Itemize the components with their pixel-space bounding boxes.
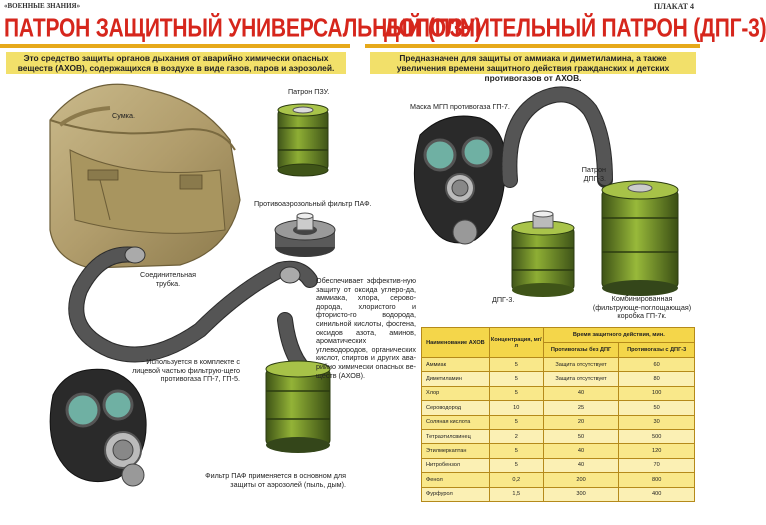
cell-with: 400 — [619, 487, 695, 501]
cell-without: Защита отсутствует — [543, 372, 619, 386]
th-name: Наименование АХОВ — [422, 328, 490, 358]
cell-name: Нитробензол — [422, 458, 490, 472]
label-tube: Соединительная трубка. — [140, 270, 196, 288]
cell-name: Этилмеркаптан — [422, 444, 490, 458]
table-row — [422, 458, 695, 472]
accent-bar-right — [365, 44, 700, 48]
cell-without: 200 — [543, 473, 619, 487]
subtitle-left: Это средство защиты органов дыхания от аварийно химически опасных веществ (АХОВ), содержащихся в воздухе в виде газов, паров и аэрозолей. — [17, 53, 335, 73]
paf-filter-illustration — [270, 212, 340, 262]
th-concentration: Концентрация, мг/л — [489, 328, 543, 358]
table-row — [422, 429, 695, 443]
cell-without: 40 — [543, 386, 619, 400]
label-dpg3: ДПГ-3. — [492, 295, 515, 304]
table-row — [422, 401, 695, 415]
label-pzu-cartridge: Патрон ПЗУ. — [288, 87, 330, 96]
cell-conc: 5 — [489, 372, 543, 386]
cell-name: Аммиак — [422, 358, 490, 372]
cell-name: Фурфурол — [422, 487, 490, 501]
cell-conc: 5 — [489, 386, 543, 400]
cell-conc: 0,2 — [489, 473, 543, 487]
cell-name: Фенол — [422, 473, 490, 487]
th-with: Противогазы с ДПГ-3 — [619, 343, 695, 358]
table-row — [422, 473, 695, 487]
cell-without: 40 — [543, 444, 619, 458]
cell-with: 800 — [619, 473, 695, 487]
cell-conc: 5 — [489, 415, 543, 429]
pzu-cartridge-illustration — [268, 100, 338, 180]
title-left: ПАТРОН ЗАЩИТНЫЙ УНИВЕРСАЛЬНЫЙ (ПЗУ) — [4, 14, 482, 43]
cell-name: Сероводород — [422, 401, 490, 415]
th-time-group: Время защитного действия, мин. — [543, 328, 694, 343]
cell-without: 25 — [543, 401, 619, 415]
table-row — [422, 415, 695, 429]
cell-name: Тетраэтилсвинец — [422, 429, 490, 443]
accent-bar-left — [0, 44, 350, 48]
table-row — [422, 358, 695, 372]
cell-with: 70 — [619, 458, 695, 472]
cell-conc: 1,5 — [489, 487, 543, 501]
description-text: Обеспечивает эффектив-ную защиту от оксида углеро-да, аммиака, хлора, серово-дорода, хлористого и фтористо-го водорода, синильной кислоты, фосгена, оксидов азота, аминов, ароматических углеводородов, органических кислот, спиртов и других ава-рийно химически опасных ве-ществ (АХОВ). — [316, 276, 416, 380]
subtitle-right: Предназначен для защиты от аммиака и диметиламина, а также увеличения времени защитного действия гражданских и детских противогазов от АХОВ. — [396, 53, 670, 83]
subtitle-band-right — [370, 52, 696, 83]
label-dpg3-cartridge: Патрон ДПГ-3. — [581, 165, 606, 183]
label-paf-filter: Противоаэрозольный фильтр ПАФ. — [254, 199, 372, 208]
subtitle-band-left — [6, 52, 346, 74]
label-combined-box: Комбинированная (фильтрующе-поглощающая) коробка ГП-7к. — [592, 294, 692, 320]
cell-without: 40 — [543, 458, 619, 472]
poster-number: ПЛАКАТ 4 — [653, 2, 694, 11]
th-without: Противогазы без ДПГ — [543, 343, 619, 358]
label-mask-gp7: Маска МГП противогаза ГП-7. — [410, 102, 510, 111]
protection-time-table — [421, 327, 695, 502]
cell-with: 120 — [619, 444, 695, 458]
publisher-label: «ВОЕННЫЕ ЗНАНИЯ» — [4, 2, 81, 10]
cell-without: Защита отсутствует — [543, 358, 619, 372]
cell-conc: 5 — [489, 358, 543, 372]
label-paf-usage: Фильтр ПАФ применяется в основном для защиты от аэрозолей (пыль, дым). — [205, 471, 346, 489]
cell-conc: 10 — [489, 401, 543, 415]
cell-with: 100 — [619, 386, 695, 400]
cell-conc: 2 — [489, 429, 543, 443]
dpg3-cartridge-illustration — [506, 212, 581, 297]
cell-conc: 5 — [489, 444, 543, 458]
label-used-with: Используется в комплекте с лицевой частью фильтрую-щего противогаза ГП-7, ГП-5. — [132, 357, 240, 383]
cell-with: 80 — [619, 372, 695, 386]
cell-with: 30 — [619, 415, 695, 429]
combined-box-illustration — [596, 170, 686, 295]
label-bag: Сумка. — [112, 111, 135, 120]
table-row — [422, 444, 695, 458]
title-right: ДОПОЛНИТЕЛЬНЫЙ ПАТРОН (ДПГ-3) — [384, 14, 766, 43]
table-row — [422, 386, 695, 400]
cell-with: 60 — [619, 358, 695, 372]
cell-name: Диметиламин — [422, 372, 490, 386]
cell-with: 500 — [619, 429, 695, 443]
cell-name: Хлор — [422, 386, 490, 400]
cell-without: 50 — [543, 429, 619, 443]
cell-with: 50 — [619, 401, 695, 415]
cell-without: 300 — [543, 487, 619, 501]
cell-name: Соляная кислота — [422, 415, 490, 429]
cell-without: 20 — [543, 415, 619, 429]
table-row — [422, 372, 695, 386]
cell-conc: 5 — [489, 458, 543, 472]
table-row — [422, 487, 695, 501]
